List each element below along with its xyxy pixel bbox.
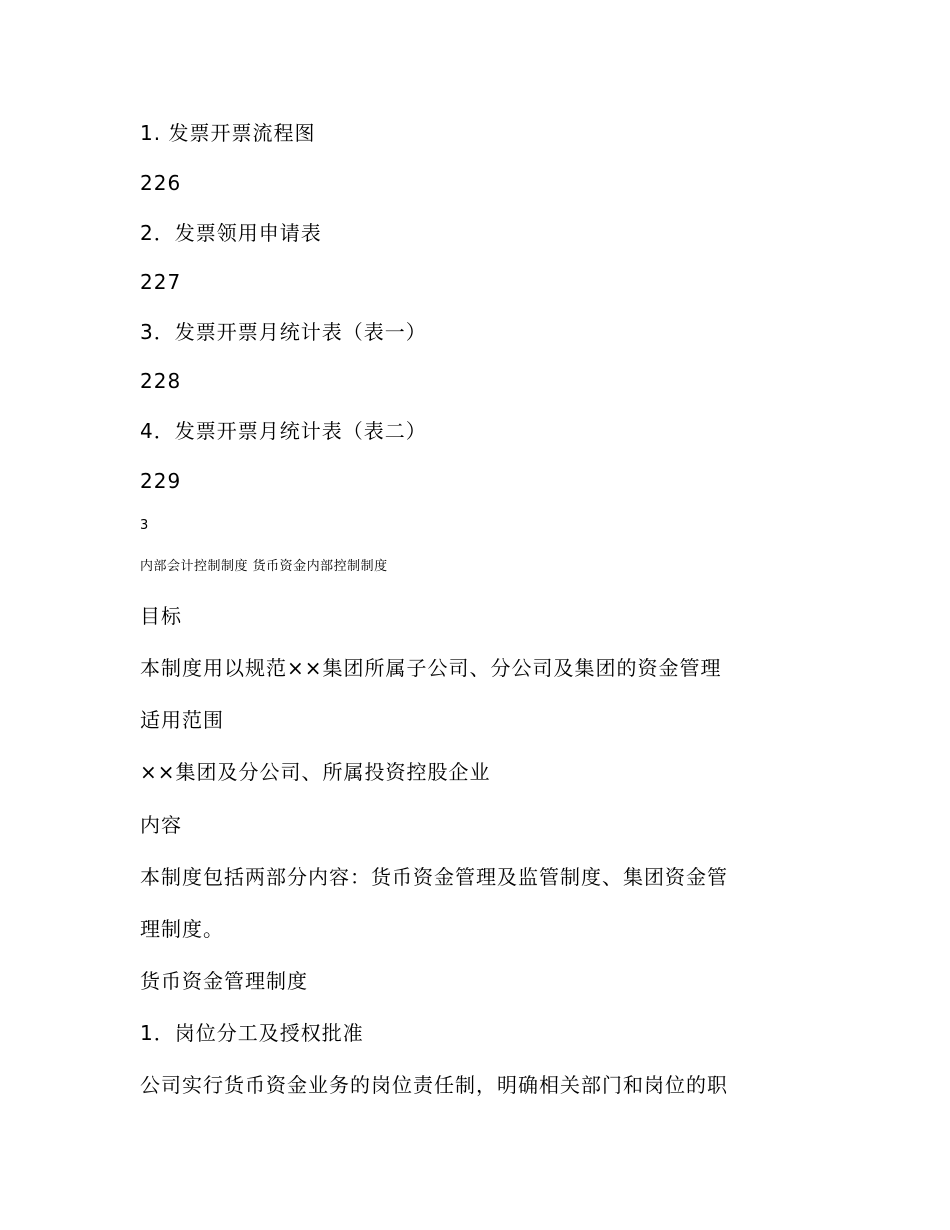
toc-item-1: 1. 发票开票流程图 <box>140 121 316 145</box>
paragraph-content-line-1: 本制度包括两部分内容：货币资金管理及监管制度、集团资金管 <box>140 865 728 889</box>
paragraph-objective: 本制度用以规范××集团所属子公司、分公司及集团的资金管理 <box>140 656 722 680</box>
toc-item-2: 2．发票领用申请表 <box>140 221 322 245</box>
page-number: 3 <box>140 518 149 533</box>
toc-item-4: 4．发票开票月统计表（表二） <box>140 419 427 443</box>
toc-item-3: 3．发票开票月统计表（表一） <box>140 320 427 344</box>
toc-page-number-2: 227 <box>140 270 182 294</box>
heading-content: 内容 <box>140 813 182 837</box>
running-header: 内部会计控制制度 货币资金内部控制制度 <box>140 559 388 574</box>
subheading-division-of-duties: 1．岗位分工及授权批准 <box>140 1021 364 1045</box>
paragraph-scope: ××集团及分公司、所属投资控股企业 <box>140 760 491 784</box>
heading-scope: 适用范围 <box>140 708 224 732</box>
heading-cash-management: 货币资金管理制度 <box>140 969 308 993</box>
toc-page-number-1: 226 <box>140 171 182 195</box>
paragraph-content-line-2: 理制度。 <box>140 917 224 941</box>
toc-page-number-4: 229 <box>140 469 182 493</box>
toc-page-number-3: 228 <box>140 369 182 393</box>
heading-objective: 目标 <box>140 604 182 628</box>
paragraph-division-of-duties: 公司实行货币资金业务的岗位责任制，明确相关部门和岗位的职 <box>140 1073 728 1097</box>
